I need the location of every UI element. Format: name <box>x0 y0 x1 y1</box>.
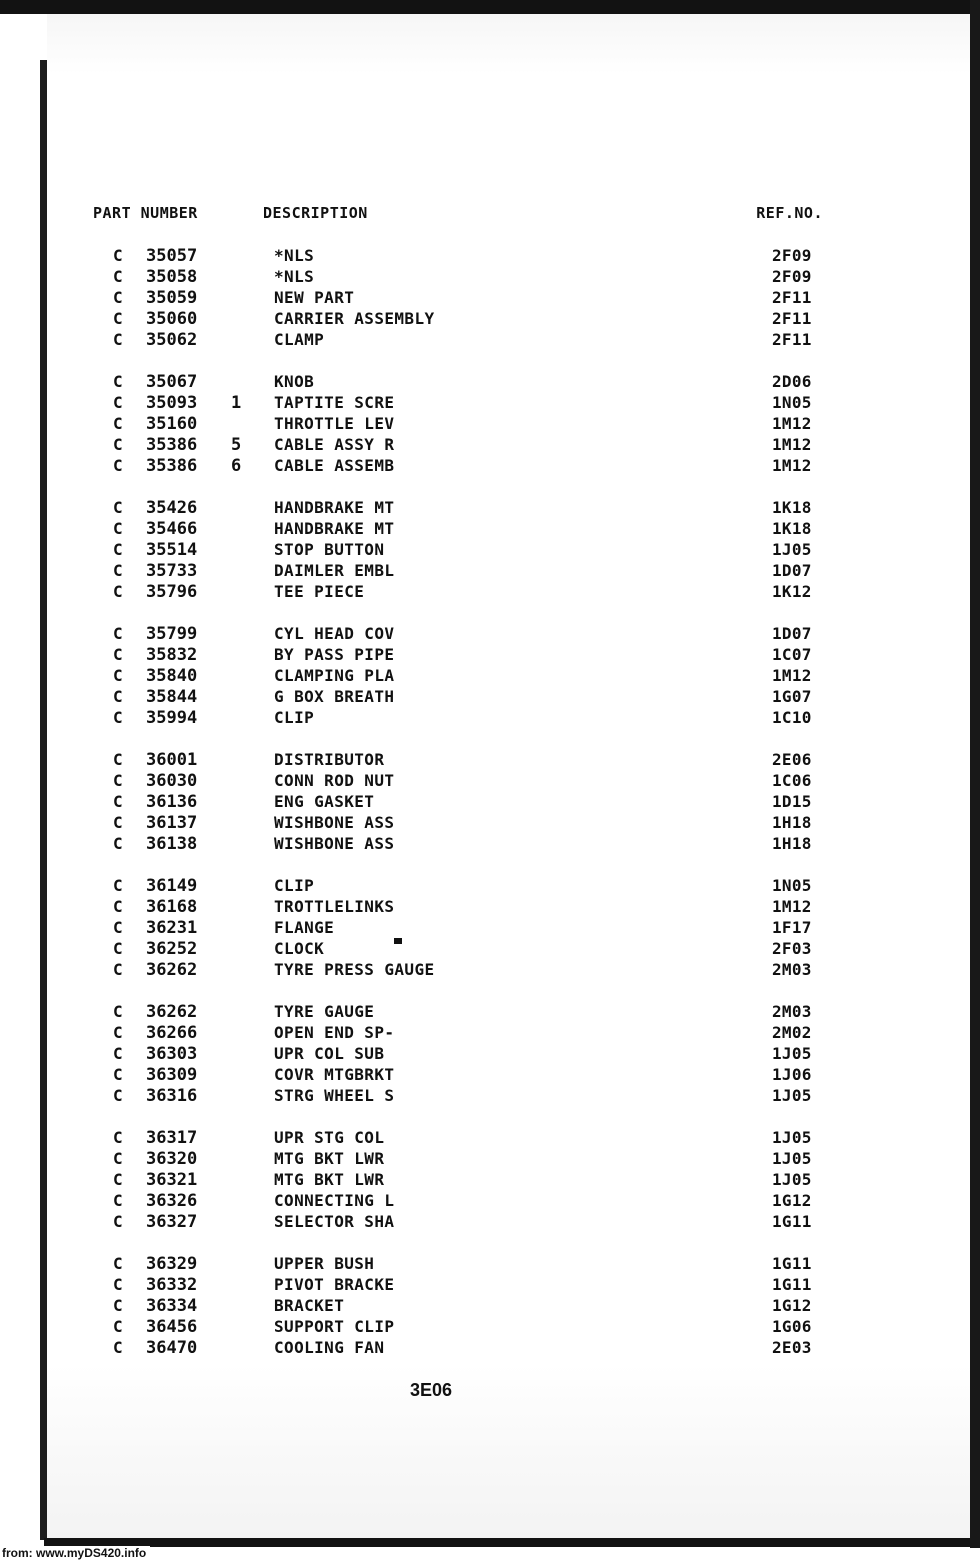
part-prefix: C <box>113 1002 123 1021</box>
part-ref: 1D07 <box>772 561 812 580</box>
part-number: 35514 <box>146 540 198 560</box>
part-prefix: C <box>113 519 123 538</box>
part-prefix: C <box>113 582 123 601</box>
part-prefix: C <box>113 330 123 349</box>
table-row <box>0 918 980 939</box>
part-prefix: C <box>113 1254 123 1273</box>
part-ref: 1J05 <box>772 1086 812 1105</box>
part-ref: 2F09 <box>772 267 812 286</box>
part-number: 36321 <box>146 1170 198 1190</box>
part-ref: 1J06 <box>772 1065 812 1084</box>
part-qty: 5 <box>231 435 242 455</box>
part-description: WISHBONE ASS <box>274 813 395 832</box>
table-row <box>0 1149 980 1170</box>
part-number: 35058 <box>146 267 198 287</box>
part-description: FLANGE <box>274 918 335 937</box>
part-description: CARRIER ASSEMBLY <box>274 309 435 328</box>
part-ref: 2E03 <box>772 1338 812 1357</box>
part-number: 35062 <box>146 330 198 350</box>
part-prefix: C <box>113 1086 123 1105</box>
part-qty: 6 <box>231 456 242 476</box>
part-prefix: C <box>113 372 123 391</box>
part-prefix: C <box>113 1191 123 1210</box>
scan-border-bottom <box>44 1538 970 1547</box>
part-ref: 1H18 <box>772 834 812 853</box>
part-number: 35386 <box>146 435 198 455</box>
part-description: DISTRIBUTOR <box>274 750 385 769</box>
table-row <box>0 246 980 267</box>
part-ref: 2F11 <box>772 288 812 307</box>
part-prefix: C <box>113 1044 123 1063</box>
part-description: SUPPORT CLIP <box>274 1317 395 1336</box>
part-ref: 1C10 <box>772 708 812 727</box>
part-ref: 1J05 <box>772 1044 812 1063</box>
part-ref: 1J05 <box>772 1149 812 1168</box>
part-number: 36326 <box>146 1191 198 1211</box>
part-number: 35844 <box>146 687 198 707</box>
table-row <box>0 561 980 582</box>
part-ref: 2M02 <box>772 1023 812 1042</box>
part-ref: 1G11 <box>772 1212 812 1231</box>
part-prefix: C <box>113 435 123 454</box>
part-description: BY PASS PIPE <box>274 645 395 664</box>
part-prefix: C <box>113 708 123 727</box>
part-number: 35059 <box>146 288 198 308</box>
part-number: 35466 <box>146 519 198 539</box>
part-description: MTG BKT LWR <box>274 1149 385 1168</box>
part-number: 36262 <box>146 960 198 980</box>
part-ref: 2M03 <box>772 960 812 979</box>
part-number: 36030 <box>146 771 198 791</box>
table-row <box>0 1128 980 1149</box>
part-number: 36136 <box>146 792 198 812</box>
part-description: KNOB <box>274 372 315 391</box>
part-number: 35386 <box>146 456 198 476</box>
part-ref: 2M03 <box>772 1002 812 1021</box>
table-row <box>0 372 980 393</box>
part-description: COVR MTGBRKT <box>274 1065 395 1084</box>
part-description: PIVOT BRACKE <box>274 1275 395 1294</box>
part-number: 36138 <box>146 834 198 854</box>
part-prefix: C <box>113 456 123 475</box>
part-description: WISHBONE ASS <box>274 834 395 853</box>
part-ref: 1K18 <box>772 498 812 517</box>
part-ref: 1J05 <box>772 540 812 559</box>
part-description: HANDBRAKE MT <box>274 519 395 538</box>
part-prefix: C <box>113 1317 123 1336</box>
part-description: TROTTLELINKS <box>274 897 395 916</box>
part-prefix: C <box>113 414 123 433</box>
part-description: NEW PART <box>274 288 355 307</box>
table-row <box>0 771 980 792</box>
part-number: 36168 <box>146 897 198 917</box>
table-row <box>0 414 980 435</box>
part-number: 35093 <box>146 393 198 413</box>
part-number: 35426 <box>146 498 198 518</box>
part-description: G BOX BREATH <box>274 687 395 706</box>
table-row <box>0 1338 980 1359</box>
part-prefix: C <box>113 792 123 811</box>
part-qty: 1 <box>231 393 242 413</box>
part-description: CABLE ASSEMB <box>274 456 395 475</box>
part-description: COOLING FAN <box>274 1338 385 1357</box>
part-description: THROTTLE LEV <box>274 414 395 433</box>
part-prefix: C <box>113 939 123 958</box>
part-number: 36329 <box>146 1254 198 1274</box>
part-ref: 1G07 <box>772 687 812 706</box>
table-row <box>0 1317 980 1338</box>
part-description: CLOCK <box>274 939 325 958</box>
part-description: TAPTITE SCRE <box>274 393 395 412</box>
part-prefix: C <box>113 666 123 685</box>
part-ref: 1M12 <box>772 435 812 454</box>
part-description: UPR STG COL <box>274 1128 385 1147</box>
table-row <box>0 267 980 288</box>
part-ref: 2F03 <box>772 939 812 958</box>
part-ref: 1H18 <box>772 813 812 832</box>
table-row <box>0 435 980 456</box>
part-description: CLAMPING PLA <box>274 666 395 685</box>
part-description: STOP BUTTON <box>274 540 385 559</box>
part-number: 35840 <box>146 666 198 686</box>
table-row <box>0 687 980 708</box>
part-ref: 2F09 <box>772 246 812 265</box>
part-prefix: C <box>113 897 123 916</box>
part-number: 36303 <box>146 1044 198 1064</box>
table-row <box>0 813 980 834</box>
table-row <box>0 666 980 687</box>
part-prefix: C <box>113 1170 123 1189</box>
part-prefix: C <box>113 393 123 412</box>
part-description: OPEN END SP- <box>274 1023 395 1042</box>
part-number: 35799 <box>146 624 198 644</box>
part-description: CLIP <box>274 708 315 727</box>
part-description: *NLS <box>274 246 315 265</box>
part-ref: 1N05 <box>772 393 812 412</box>
part-prefix: C <box>113 267 123 286</box>
table-row <box>0 330 980 351</box>
part-description: CYL HEAD COV <box>274 624 395 643</box>
part-number: 36137 <box>146 813 198 833</box>
part-prefix: C <box>113 645 123 664</box>
part-ref: 1M12 <box>772 897 812 916</box>
part-number: 36266 <box>146 1023 198 1043</box>
part-ref: 1C06 <box>772 771 812 790</box>
part-number: 35057 <box>146 246 198 266</box>
table-row <box>0 393 980 414</box>
table-row <box>0 1191 980 1212</box>
part-prefix: C <box>113 1296 123 1315</box>
header-ref-no: REF.NO. <box>756 204 823 222</box>
part-number: 35994 <box>146 708 198 728</box>
table-row <box>0 519 980 540</box>
part-description: CONNECTING L <box>274 1191 395 1210</box>
part-ref: 1G12 <box>772 1296 812 1315</box>
header-part-number: PART NUMBER <box>93 204 198 222</box>
part-prefix: C <box>113 750 123 769</box>
part-description: CONN ROD NUT <box>274 771 395 790</box>
part-ref: 1K18 <box>772 519 812 538</box>
part-number: 36327 <box>146 1212 198 1232</box>
part-prefix: C <box>113 246 123 265</box>
table-row <box>0 456 980 477</box>
table-row <box>0 582 980 603</box>
part-prefix: C <box>113 960 123 979</box>
part-description: *NLS <box>274 267 315 286</box>
table-row <box>0 1212 980 1233</box>
part-number: 36262 <box>146 1002 198 1022</box>
part-number: 36001 <box>146 750 198 770</box>
part-prefix: C <box>113 1275 123 1294</box>
part-description: DAIMLER EMBL <box>274 561 395 580</box>
part-prefix: C <box>113 771 123 790</box>
part-prefix: C <box>113 498 123 517</box>
part-ref: 1M12 <box>772 414 812 433</box>
part-number: 36456 <box>146 1317 198 1337</box>
table-row <box>0 708 980 729</box>
table-row <box>0 1086 980 1107</box>
table-row <box>0 1296 980 1317</box>
part-prefix: C <box>113 876 123 895</box>
table-row <box>0 939 980 960</box>
table-row <box>0 960 980 981</box>
table-row <box>0 498 980 519</box>
part-ref: 1K12 <box>772 582 812 601</box>
table-row <box>0 288 980 309</box>
part-number: 35832 <box>146 645 198 665</box>
table-row <box>0 834 980 855</box>
part-prefix: C <box>113 540 123 559</box>
table-row <box>0 1170 980 1191</box>
part-number: 36309 <box>146 1065 198 1085</box>
table-row <box>0 792 980 813</box>
part-number: 35796 <box>146 582 198 602</box>
scan-border-top <box>0 0 980 14</box>
part-prefix: C <box>113 1065 123 1084</box>
part-number: 35060 <box>146 309 198 329</box>
print-mark <box>394 938 402 944</box>
part-ref: 1F17 <box>772 918 812 937</box>
part-description: UPPER BUSH <box>274 1254 375 1273</box>
table-row <box>0 645 980 666</box>
header-description: DESCRIPTION <box>263 204 368 222</box>
part-ref: 2D06 <box>772 372 812 391</box>
part-number: 36149 <box>146 876 198 896</box>
part-number: 36320 <box>146 1149 198 1169</box>
part-prefix: C <box>113 288 123 307</box>
part-description: ENG GASKET <box>274 792 375 811</box>
part-ref: 2F11 <box>772 309 812 328</box>
part-ref: 1C07 <box>772 645 812 664</box>
part-number: 36252 <box>146 939 198 959</box>
source-watermark: from: www.myDS420.info <box>2 1546 150 1560</box>
table-row <box>0 897 980 918</box>
part-ref: 1D15 <box>772 792 812 811</box>
part-ref: 2E06 <box>772 750 812 769</box>
part-description: CLIP <box>274 876 315 895</box>
part-ref: 2F11 <box>772 330 812 349</box>
part-prefix: C <box>113 309 123 328</box>
part-description: MTG BKT LWR <box>274 1170 385 1189</box>
part-ref: 1N05 <box>772 876 812 895</box>
part-prefix: C <box>113 1023 123 1042</box>
part-number: 36231 <box>146 918 198 938</box>
table-row <box>0 1275 980 1296</box>
table-row <box>0 1023 980 1044</box>
part-prefix: C <box>113 624 123 643</box>
part-number: 35733 <box>146 561 198 581</box>
table-row <box>0 309 980 330</box>
part-ref: 1J05 <box>772 1170 812 1189</box>
part-prefix: C <box>113 687 123 706</box>
part-number: 36332 <box>146 1275 198 1295</box>
part-description: STRG WHEEL S <box>274 1086 395 1105</box>
part-number: 36316 <box>146 1086 198 1106</box>
part-prefix: C <box>113 834 123 853</box>
column-header <box>93 204 833 226</box>
table-row <box>0 1044 980 1065</box>
table-row <box>0 624 980 645</box>
page-code: 3E06 <box>410 1380 453 1400</box>
part-number: 35067 <box>146 372 198 392</box>
table-row <box>0 540 980 561</box>
part-number: 36334 <box>146 1296 198 1316</box>
part-ref: 1G11 <box>772 1254 812 1273</box>
part-number: 35160 <box>146 414 198 434</box>
table-row <box>0 876 980 897</box>
part-ref: 1G11 <box>772 1275 812 1294</box>
part-prefix: C <box>113 1149 123 1168</box>
part-prefix: C <box>113 1212 123 1231</box>
table-row <box>0 1254 980 1275</box>
part-description: UPR COL SUB <box>274 1044 385 1063</box>
part-prefix: C <box>113 561 123 580</box>
part-prefix: C <box>113 1128 123 1147</box>
part-number: 36317 <box>146 1128 198 1148</box>
part-ref: 1G12 <box>772 1191 812 1210</box>
part-number: 36470 <box>146 1338 198 1358</box>
part-description: TYRE GAUGE <box>274 1002 375 1021</box>
part-ref: 1J05 <box>772 1128 812 1147</box>
table-row <box>0 1002 980 1023</box>
part-prefix: C <box>113 918 123 937</box>
part-ref: 1D07 <box>772 624 812 643</box>
part-ref: 1M12 <box>772 456 812 475</box>
part-ref: 1G06 <box>772 1317 812 1336</box>
part-ref: 1M12 <box>772 666 812 685</box>
part-description: CLAMP <box>274 330 325 349</box>
part-description: TYRE PRESS GAUGE <box>274 960 435 979</box>
table-row <box>0 1065 980 1086</box>
part-description: TEE PIECE <box>274 582 365 601</box>
part-prefix: C <box>113 813 123 832</box>
part-description: SELECTOR SHA <box>274 1212 395 1231</box>
part-prefix: C <box>113 1338 123 1357</box>
part-description: CABLE ASSY R <box>274 435 395 454</box>
part-description: HANDBRAKE MT <box>274 498 395 517</box>
table-row <box>0 750 980 771</box>
part-description: BRACKET <box>274 1296 345 1315</box>
